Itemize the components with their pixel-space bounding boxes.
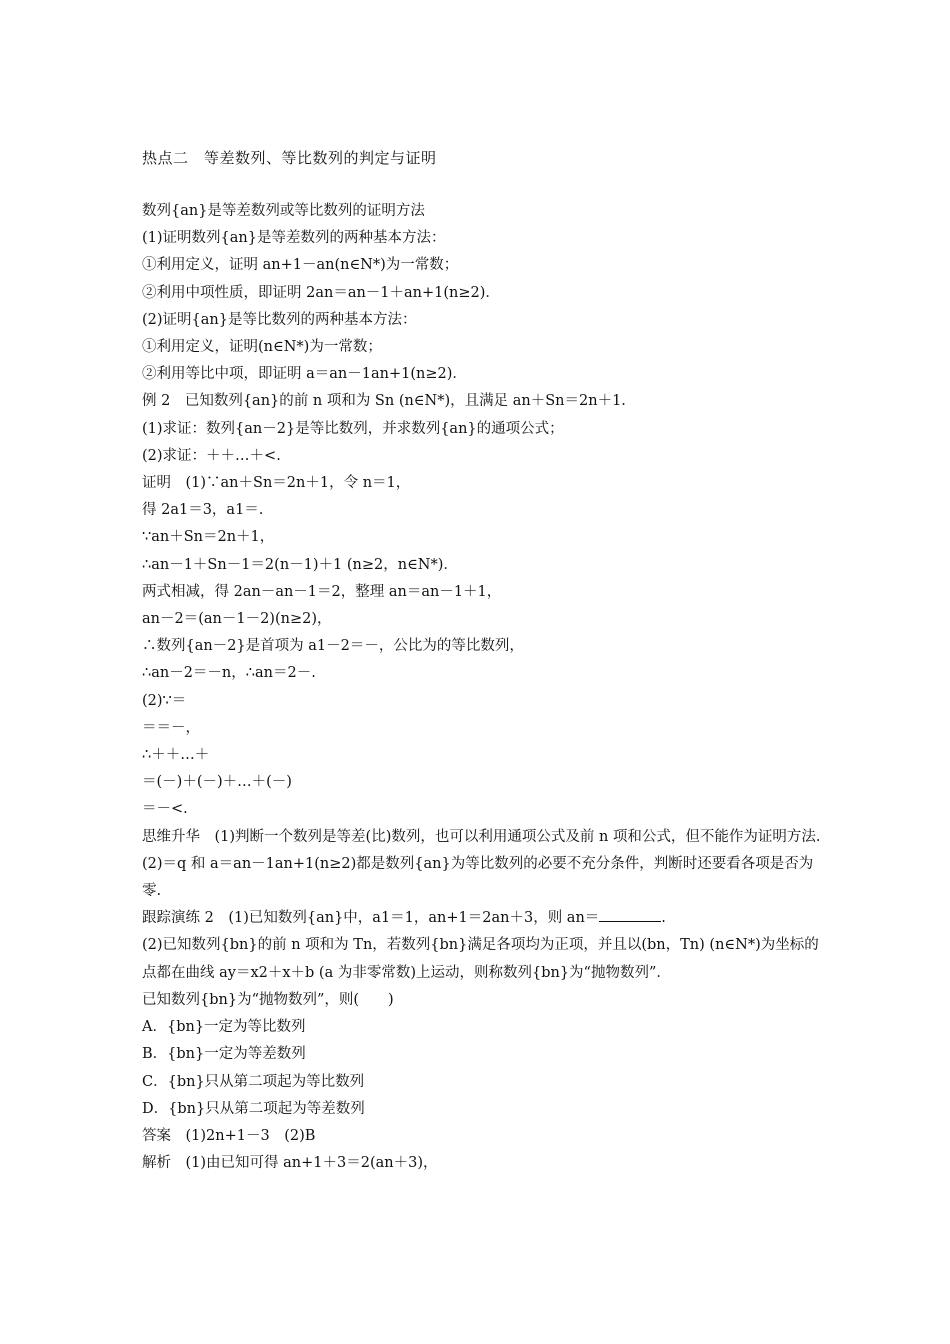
document-page (142, 146, 822, 1177)
option-c: C．{bn}只从第二项起为等比数列 (142, 1073, 365, 1090)
text-line: (2)求证：＋＋…＋<. (142, 447, 281, 464)
summary-paragraph: 思维升华 (1)判断一个数列是等差(比)数列，也可以利用通项公式及前 n 项和公式，但不能作为证明方法. (142, 828, 821, 845)
summary-paragraph: (2)＝q 和 a＝an－1an+1(n≥2)都是数列{an}为等比数列的必要不充分条件，判断时还要看各项是否为零. (142, 855, 814, 900)
question-stem: 已知数列{bn}为“抛物数列”，则( ) (142, 991, 394, 1008)
proof-line: ∵an＋Sn＝2n＋1， (142, 529, 275, 546)
proof-line: 得 2a1＝3，a1＝. (142, 502, 264, 519)
exercise-text: 跟踪演练 2 (1)已知数列{an}中，a1＝1，an+1＝2an＋3，则 an＝ (142, 910, 600, 927)
exercise-paragraph: (2)已知数列{bn}的前 n 项和为 Tn，若数列{bn}满足各项均为正项，并且以(bn，Tn) (n∈N*)为坐标的点都在曲线 ay＝x2＋x＋b (a 为非零常数)上运动，则称数列{bn}为“抛物数列”． (142, 937, 819, 981)
text-line: (1)求证：数列{an－2}是等比数列，并求数列{an}的通项公式； (142, 420, 564, 437)
proof-line: ∴＋＋…＋ (142, 747, 210, 764)
exercise-line (142, 905, 822, 932)
proof-line: 两式相减，得 2an－an－1＝2，整理 an＝an－1＋1， (142, 583, 502, 600)
proof-line: ∴an－1＋Sn－1＝2(n－1)＋1 (n≥2，n∈N*)． (142, 556, 458, 573)
text-line: ①利用定义，证明(n∈N*)为一常数； (142, 339, 382, 356)
text-line: ②利用中项性质，即证明 2an＝an－1＋an+1(n≥2)． (142, 284, 500, 301)
text-line: ②利用等比中项，即证明 a＝an－1an+1(n≥2)． (142, 366, 467, 383)
period: . (661, 910, 666, 927)
text-line: ①利用定义，证明 an+1－an(n∈N*)为一常数； (142, 257, 459, 274)
text-line: (2)证明{an}是等比数列的两种基本方法： (142, 311, 417, 328)
text-line: 数列{an}是等差数列或等比数列的证明方法 (142, 203, 425, 219)
answer-blank (599, 907, 661, 922)
proof-line: an－2＝(an－1－2)(n≥2)， (142, 611, 332, 628)
proof-line: 证明 (1)∵an＋Sn＝2n＋1，令 n＝1， (142, 475, 411, 492)
option-a: A．{bn}一定为等比数列 (142, 1019, 306, 1036)
option-d: D．{bn}只从第二项起为等差数列 (142, 1100, 365, 1117)
proof-line: ＝＝－， (142, 719, 200, 736)
option-b: B．{bn}一定为等差数列 (142, 1046, 306, 1063)
section-heading: 热点二 等差数列、等比数列的判定与证明 (142, 149, 437, 167)
example-statement: 例 2 已知数列{an}的前 n 项和为 Sn (n∈N*)，且满足 an＋Sn＝2n＋1. (142, 393, 626, 410)
answer-line: 答案 (1)2n+1－3 (2)B (142, 1127, 316, 1144)
proof-line: ＝(－)＋(－)＋…＋(－) (142, 774, 292, 791)
proof-line: ∴数列{an－2}是首项为 a1－2＝－，公比为的等比数列， (142, 638, 524, 655)
text-line: (1)证明数列{an}是等差数列的两种基本方法： (142, 230, 446, 247)
proof-line: (2)∵＝ (142, 692, 187, 709)
proof-line: ∴an－2＝－n，∴an＝2－. (142, 665, 316, 682)
analysis-line: 解析 (1)由已知可得 an+1＋3＝2(an＋3)， (142, 1155, 438, 1172)
proof-line: ＝－<. (142, 801, 188, 818)
